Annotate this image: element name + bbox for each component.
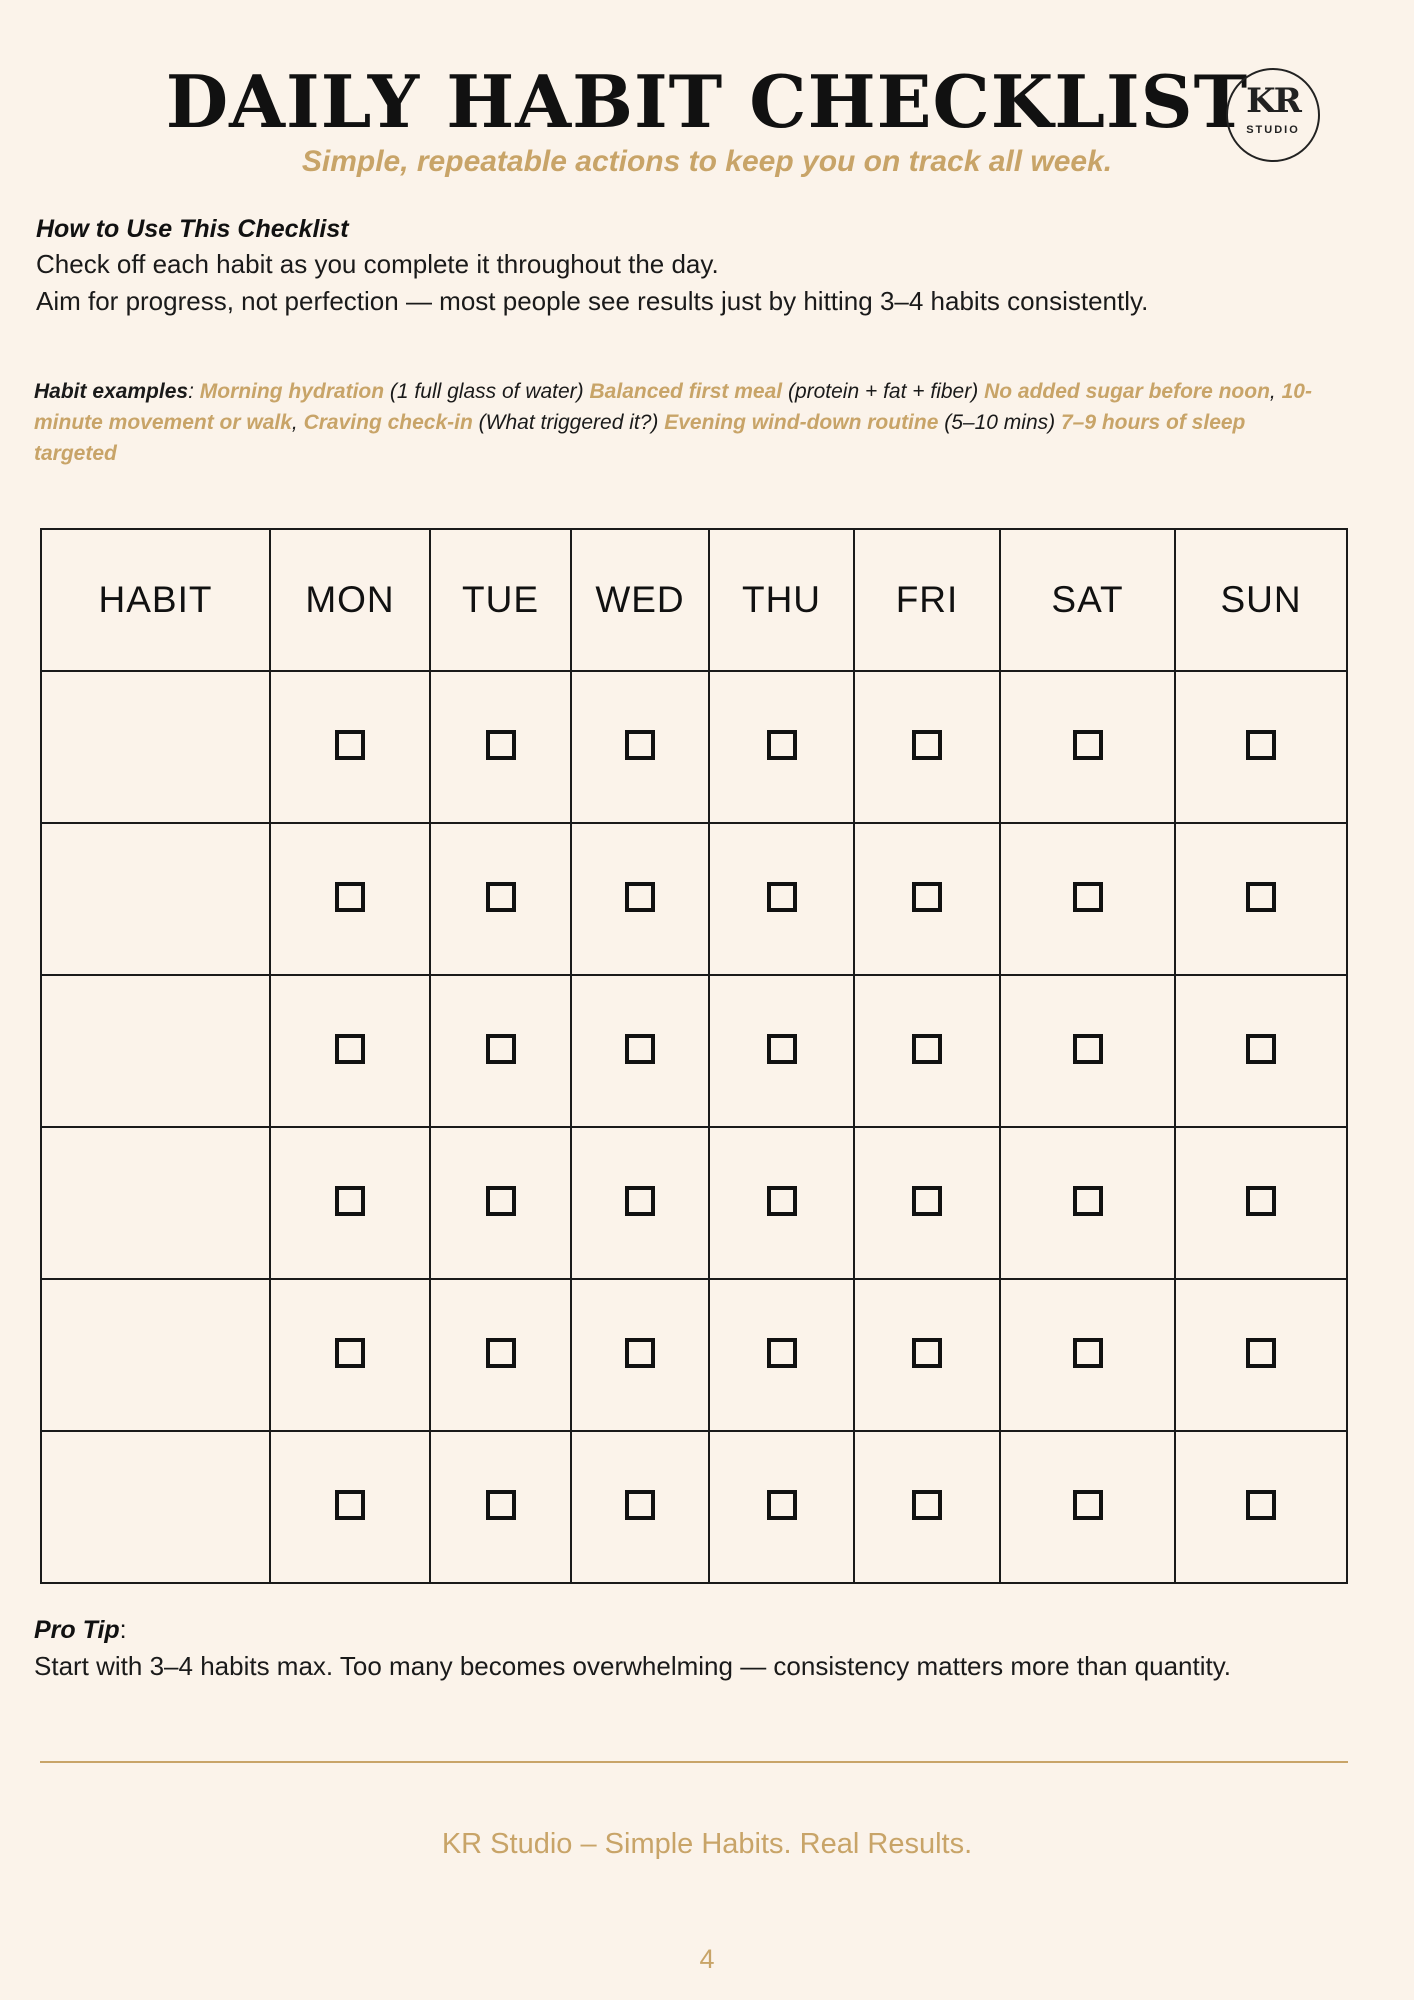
day-cell-fri <box>854 1431 1000 1583</box>
habit-name-cell[interactable] <box>41 671 270 823</box>
day-cell-sat <box>1000 823 1175 975</box>
checkbox-sun[interactable] <box>1246 1338 1276 1368</box>
checkbox-thu[interactable] <box>767 882 797 912</box>
checkbox-sat[interactable] <box>1073 730 1103 760</box>
day-cell-fri <box>854 1279 1000 1431</box>
day-cell-sun <box>1175 671 1347 823</box>
logo-mark: KR <box>1246 81 1300 121</box>
day-cell-fri <box>854 671 1000 823</box>
checkbox-mon[interactable] <box>335 882 365 912</box>
header-habit: HABIT <box>41 529 270 671</box>
table-row <box>41 671 1347 823</box>
day-cell-mon <box>270 1127 430 1279</box>
checkbox-wed[interactable] <box>625 882 655 912</box>
checkbox-wed[interactable] <box>625 1490 655 1520</box>
header-tue: TUE <box>430 529 571 671</box>
checkbox-sat[interactable] <box>1073 882 1103 912</box>
day-cell-tue <box>430 1127 571 1279</box>
table-row <box>41 1279 1347 1431</box>
day-cell-sun <box>1175 1127 1347 1279</box>
example-name: Balanced first meal <box>589 380 783 403</box>
examples-label: Habit examples <box>34 380 189 403</box>
checkbox-fri[interactable] <box>912 730 942 760</box>
day-cell-mon <box>270 1431 430 1583</box>
day-cell-wed <box>571 1279 709 1431</box>
example-name: Craving check-in <box>303 411 473 434</box>
habit-name-cell[interactable] <box>41 1279 270 1431</box>
habit-examples: Habit examples: Morning hydration (1 full glass of water) Balanced first meal (protein + fat + fiber) No added sugar before noon, 10-minute movement or walk, Craving check-in (What triggered it?) Evening wind-down routine (5–10 mins) 7–9 hours of sleep targeted <box>34 380 1312 465</box>
checkbox-tue[interactable] <box>486 1186 516 1216</box>
day-cell-thu <box>709 1127 854 1279</box>
checkbox-sun[interactable] <box>1246 1186 1276 1216</box>
day-cell-thu <box>709 671 854 823</box>
checkbox-wed[interactable] <box>625 1338 655 1368</box>
checkbox-sat[interactable] <box>1073 1338 1103 1368</box>
checkbox-mon[interactable] <box>335 1338 365 1368</box>
habit-name-cell[interactable] <box>41 975 270 1127</box>
checkbox-mon[interactable] <box>335 1034 365 1064</box>
footer-divider <box>40 1761 1348 1763</box>
example-name: No added sugar before noon <box>984 380 1270 403</box>
table-body <box>41 671 1347 1583</box>
checkbox-mon[interactable] <box>335 1186 365 1216</box>
footer-tagline: KR Studio – Simple Habits. Real Results. <box>441 1828 973 1860</box>
checkbox-fri[interactable] <box>912 1034 942 1064</box>
table-row <box>41 1127 1347 1279</box>
kr-studio-logo <box>1226 68 1320 162</box>
example-note: (protein + fat + fiber) <box>787 380 979 403</box>
checkbox-tue[interactable] <box>486 730 516 760</box>
how-to-heading: How to Use This Checklist <box>36 215 349 243</box>
checkbox-fri[interactable] <box>912 882 942 912</box>
day-cell-thu <box>709 823 854 975</box>
header-sat: SAT <box>1000 529 1175 671</box>
day-cell-tue <box>430 1279 571 1431</box>
checkbox-sat[interactable] <box>1073 1034 1103 1064</box>
checkbox-thu[interactable] <box>767 1490 797 1520</box>
day-cell-sun <box>1175 1279 1347 1431</box>
checkbox-tue[interactable] <box>486 1338 516 1368</box>
example-note: , <box>1269 380 1276 403</box>
example-note: (What triggered it?) <box>478 411 659 434</box>
table-header-row <box>41 529 1347 671</box>
day-cell-wed <box>571 671 709 823</box>
day-cell-sun <box>1175 975 1347 1127</box>
day-cell-wed <box>571 823 709 975</box>
day-cell-sat <box>1000 1431 1175 1583</box>
checkbox-mon[interactable] <box>335 730 365 760</box>
habit-name-cell[interactable] <box>41 823 270 975</box>
day-cell-tue <box>430 671 571 823</box>
checkbox-tue[interactable] <box>486 1490 516 1520</box>
pro-tip-text: Start with 3–4 habits max. Too many becomes overwhelming — consistency matters more than quantity. <box>34 1651 1232 1681</box>
checkbox-fri[interactable] <box>912 1186 942 1216</box>
day-cell-tue <box>430 823 571 975</box>
how-to-section <box>36 212 1276 320</box>
checkbox-thu[interactable] <box>767 1186 797 1216</box>
checkbox-wed[interactable] <box>625 1186 655 1216</box>
table-row <box>41 823 1347 975</box>
checkbox-sat[interactable] <box>1073 1490 1103 1520</box>
day-cell-mon <box>270 975 430 1127</box>
header-mon: MON <box>270 529 430 671</box>
header-fri: FRI <box>854 529 1000 671</box>
day-cell-mon <box>270 1279 430 1431</box>
day-cell-thu <box>709 975 854 1127</box>
checkbox-sun[interactable] <box>1246 1034 1276 1064</box>
example-name: 7–9 hours of sleep targeted <box>34 411 1246 465</box>
logo-sub: STUDIO <box>1246 124 1300 136</box>
how-to-line-2: Aim for progress, not perfection — most people see results just by hitting 3–4 habits consistently. <box>36 286 1149 316</box>
day-cell-tue <box>430 975 571 1127</box>
habit-name-cell[interactable] <box>41 1127 270 1279</box>
day-cell-tue <box>430 1431 571 1583</box>
day-cell-sat <box>1000 671 1175 823</box>
table-row <box>41 975 1347 1127</box>
day-cell-sat <box>1000 975 1175 1127</box>
checkbox-thu[interactable] <box>767 730 797 760</box>
checkbox-tue[interactable] <box>486 882 516 912</box>
pro-tip-heading: Pro Tip <box>34 1616 120 1644</box>
day-cell-wed <box>571 1431 709 1583</box>
day-cell-thu <box>709 1279 854 1431</box>
example-note: (1 full glass of water) <box>389 380 584 403</box>
day-cell-sat <box>1000 1127 1175 1279</box>
header-wed: WED <box>571 529 709 671</box>
page-subtitle: Simple, repeatable actions to keep you on track all week. <box>301 145 1113 178</box>
table-row <box>41 1431 1347 1583</box>
checkbox-sun[interactable] <box>1246 730 1276 760</box>
example-note: , <box>291 411 298 434</box>
page-number: 4 <box>699 1944 715 1974</box>
habit-name-cell[interactable] <box>41 1431 270 1583</box>
example-name: Morning hydration <box>199 380 385 403</box>
checkbox-tue[interactable] <box>486 1034 516 1064</box>
checkbox-thu[interactable] <box>767 1338 797 1368</box>
day-cell-sun <box>1175 823 1347 975</box>
checkbox-sat[interactable] <box>1073 1186 1103 1216</box>
example-name: Evening wind-down routine <box>664 411 939 434</box>
day-cell-wed <box>571 975 709 1127</box>
pro-tip-section: Pro Tip: Start with 3–4 habits max. Too many becomes overwhelming — consistency matters more than quantity. <box>34 1612 1234 1685</box>
checkbox-fri[interactable] <box>912 1338 942 1368</box>
day-cell-sun <box>1175 1431 1347 1583</box>
example-name: 10-minute movement or walk <box>34 380 1312 434</box>
checkbox-mon[interactable] <box>335 1490 365 1520</box>
checkbox-wed[interactable] <box>625 1034 655 1064</box>
checkbox-sun[interactable] <box>1246 1490 1276 1520</box>
page-title: DAILY HABIT CHECKLIST <box>165 59 1249 144</box>
checkbox-thu[interactable] <box>767 1034 797 1064</box>
day-cell-fri <box>854 975 1000 1127</box>
habit-table <box>40 528 1348 1584</box>
day-cell-mon <box>270 823 430 975</box>
day-cell-wed <box>571 1127 709 1279</box>
day-cell-sat <box>1000 1279 1175 1431</box>
checkbox-fri[interactable] <box>912 1490 942 1520</box>
how-to-line-1: Check off each habit as you complete it throughout the day. <box>36 249 719 279</box>
example-note: (5–10 mins) <box>944 411 1056 434</box>
header-thu: THU <box>709 529 854 671</box>
checkbox-sun[interactable] <box>1246 882 1276 912</box>
day-cell-fri <box>854 1127 1000 1279</box>
day-cell-fri <box>854 823 1000 975</box>
day-cell-thu <box>709 1431 854 1583</box>
header-sun: SUN <box>1175 529 1347 671</box>
day-cell-mon <box>270 671 430 823</box>
checkbox-wed[interactable] <box>625 730 655 760</box>
